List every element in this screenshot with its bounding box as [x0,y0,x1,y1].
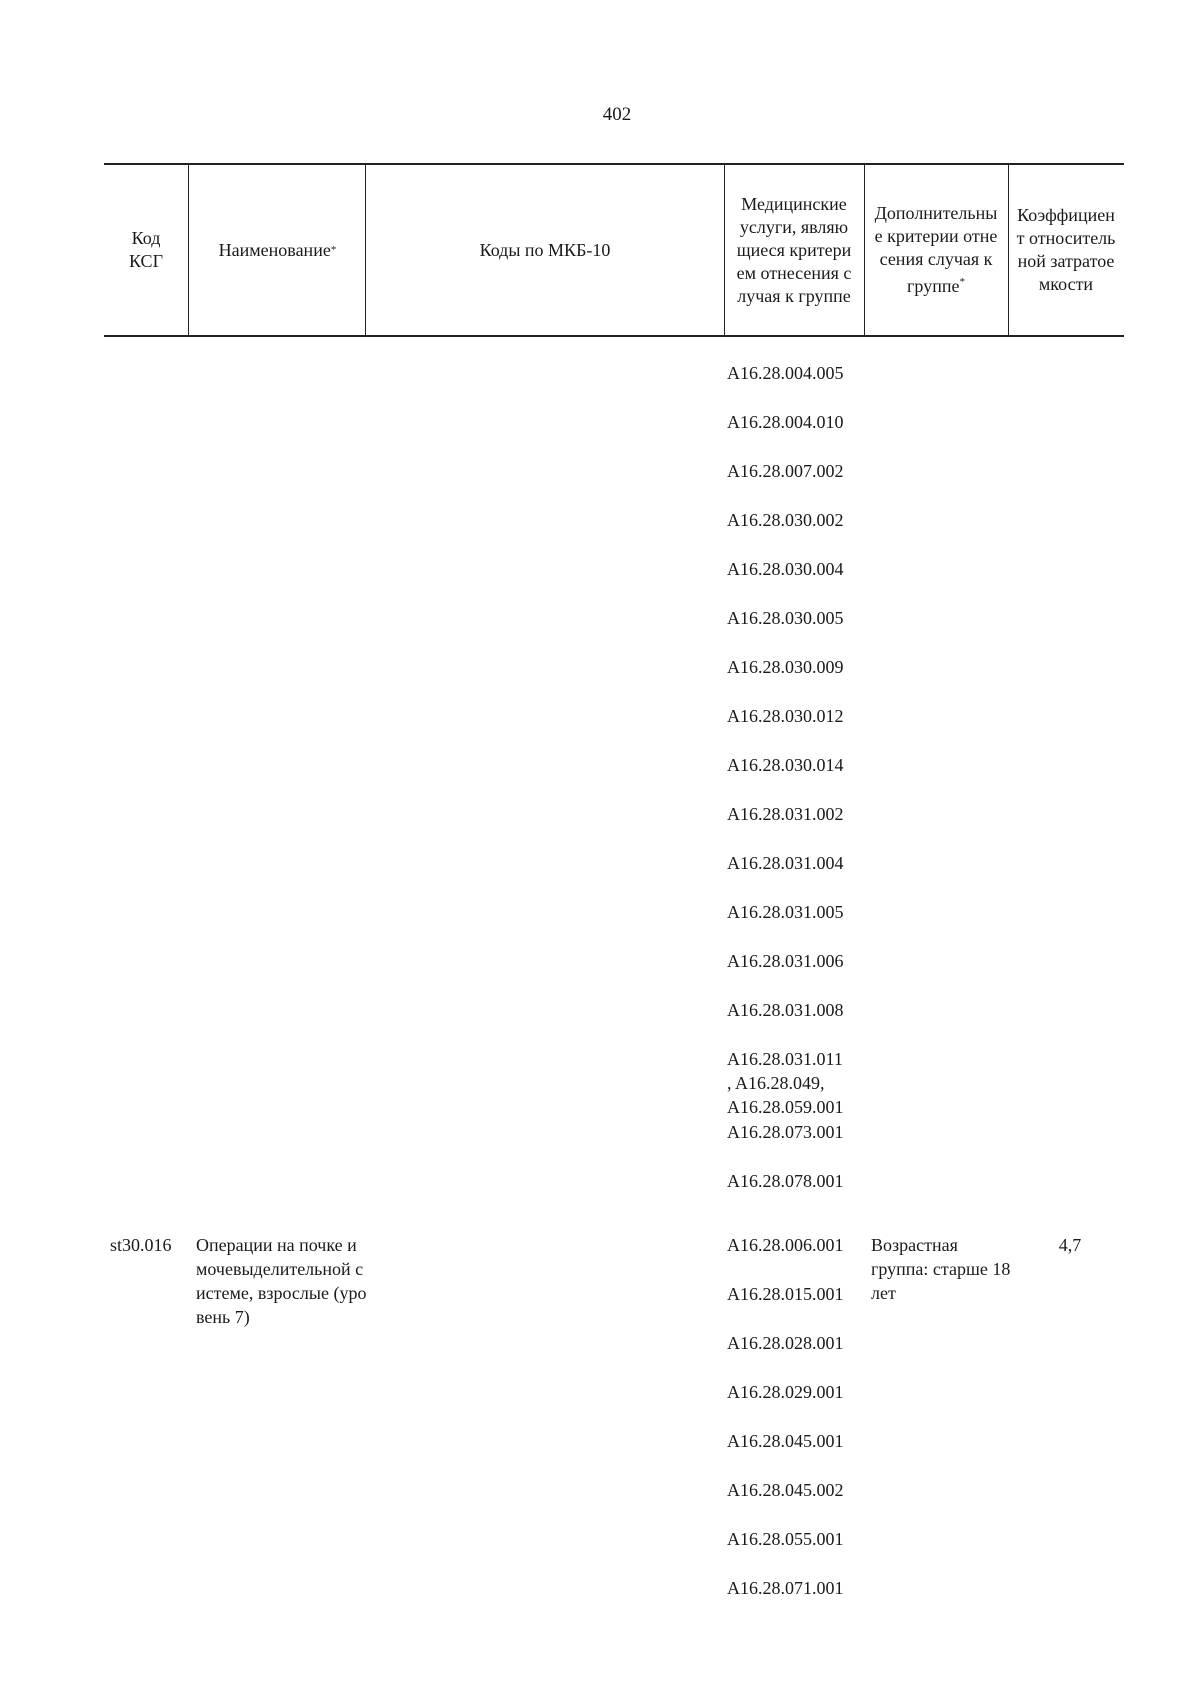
service-code-item: A16.28.029.001 [727,1382,844,1402]
service-code-item: A16.28.030.004 [727,559,844,579]
row-name: Операции на почке и мочевыделительной системе, взрослые (уровень 7) [196,1235,367,1327]
service-code-item: A16.28.030.012 [727,706,844,726]
service-code-item: A16.28.028.001 [727,1333,844,1353]
header-services-label: Медицинские услуги, являющиеся критерием отнесения случая к группе [736,193,852,306]
header-criteria [864,165,1008,335]
service-code-item: A16.28.004.005 [727,363,844,383]
header-code [104,165,188,335]
header-criteria-footnote-mark: * [959,276,965,288]
header-coef [1008,165,1124,335]
row-coefficient: 4,7 [1058,1235,1082,1255]
header-name-footnote-mark: * [330,243,337,256]
column-divider [188,165,189,335]
service-code-item: A16.28.030.014 [727,755,844,775]
service-code-item: A16.28.031.006 [727,951,844,971]
service-code-item: A16.28.078.001 [727,1171,844,1191]
service-code-item: A16.28.015.001 [727,1284,844,1304]
service-code-item: A16.28.073.001 [727,1122,844,1142]
service-code-item: A16.28.045.001 [727,1431,844,1451]
header-coef-label: Коэффициент относительной затратоемкости [1016,205,1116,294]
service-code-item: A16.28.007.002 [727,461,844,481]
service-code-item: A16.28.031.002 [727,804,844,824]
continuation-services-list [727,361,867,1218]
service-code-item: A16.28.055.001 [727,1529,844,1549]
service-code-item: A16.28.031.005 [727,902,844,922]
service-code-item: A16.28.071.001 [727,1578,844,1598]
row-services-list [727,1233,867,1625]
header-name [190,165,365,335]
service-code-item: A16.28.006.001 [727,1235,844,1255]
header-mkb [366,165,724,335]
header-services [724,165,864,335]
row-criteria: Возрастная группа: старше 18 лет [871,1235,1011,1303]
row-code: st30.016 [110,1235,172,1255]
service-code-item: A16.28.031.008 [727,1000,844,1020]
service-code-item: A16.28.030.005 [727,608,844,628]
service-code-item: A16.28.031.004 [727,853,844,873]
service-code-item: A16.28.030.009 [727,657,844,677]
service-code-item: A16.28.031.011 , A16.28.049, A16.28.059.001 [727,1049,844,1117]
service-code-item: A16.28.004.010 [727,412,844,432]
header-mkb-label: Коды по МКБ-10 [479,239,611,260]
service-code-item: A16.28.030.002 [727,510,844,530]
service-code-item: A16.28.045.002 [727,1480,844,1500]
table-header [104,163,1124,337]
page-number: 402 [602,104,632,125]
header-name-label: Наименование [218,239,331,260]
header-code-label: Код КСГ [129,228,163,271]
header-criteria-label: Дополнительные критерии отнесения случая к группе [874,203,998,296]
